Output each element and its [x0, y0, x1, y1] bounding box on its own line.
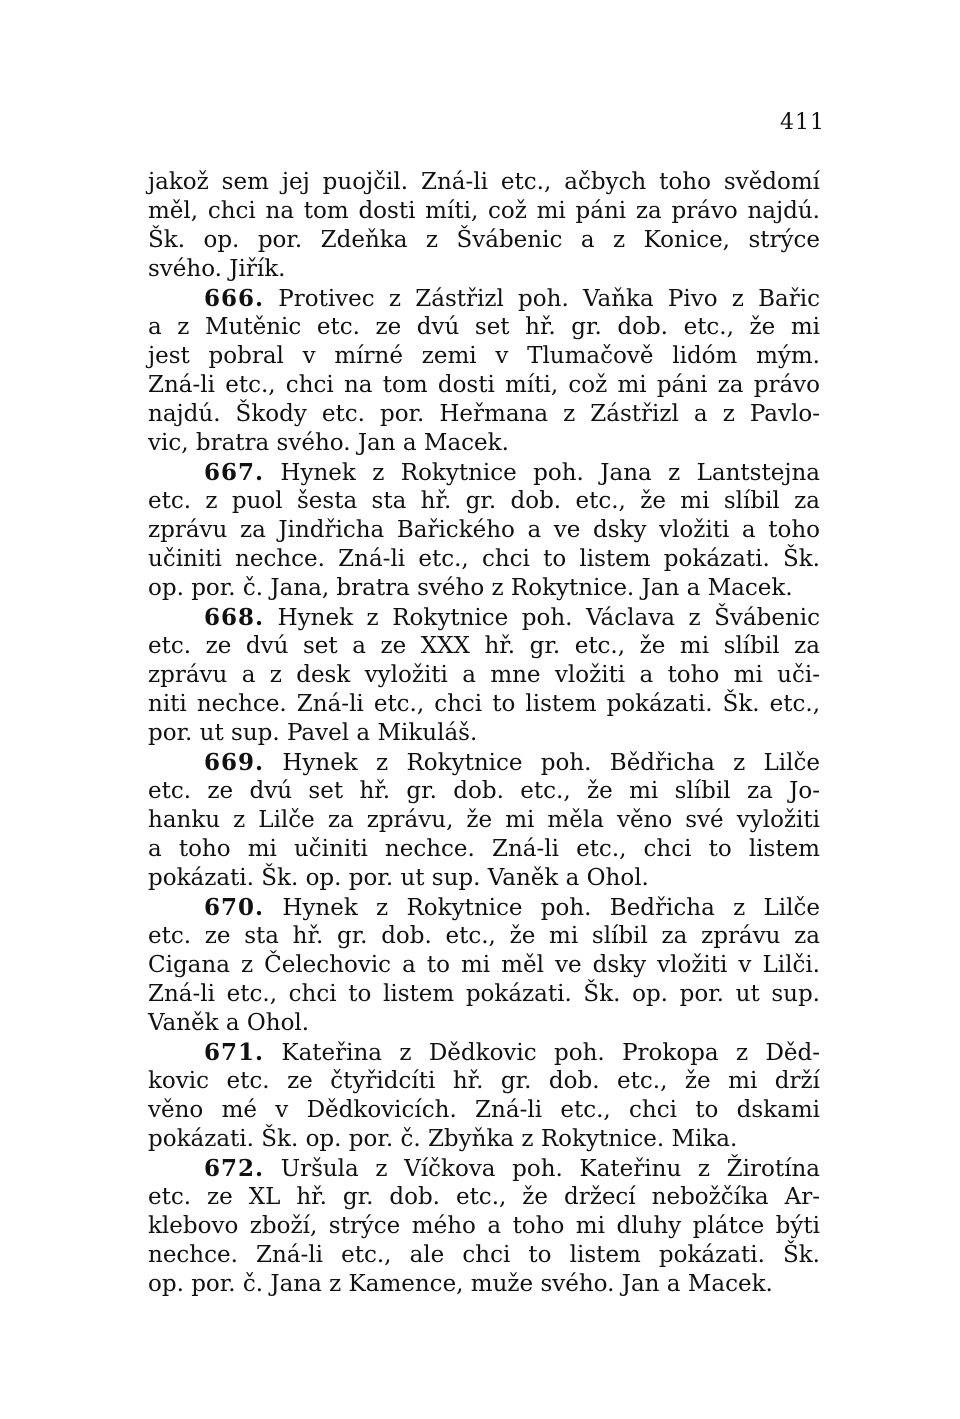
- text-line: zprávu za Jindřicha Bařického a ve dsky vložiti a toho: [148, 517, 820, 543]
- text-line: niti nechce. Zná-li etc., chci to listem pokázati. Šk. etc.,: [148, 691, 820, 717]
- entry-668-line: 668. Hynek z Rokytnice poh. Václava z Švábenic: [204, 604, 820, 631]
- entry-number: 669.: [204, 749, 265, 776]
- text-line: Cigana z Čelechovic a to mi měl ve dsky vložiti v Lilči.: [148, 952, 820, 978]
- text-line: jest pobral v mírné zemi v Tlumačově lidóm mým.: [148, 343, 820, 369]
- text-line: najdú. Škody etc. por. Heřmana z Zástřizl a z Pavlo-: [148, 401, 820, 427]
- text-line: kovic etc. ze čtyřidcíti hř. gr. dob. etc., že mi drží: [148, 1068, 820, 1094]
- entry-670-line: 670. Hynek z Rokytnice poh. Bedřicha z Lilče: [204, 894, 820, 921]
- entry-669-line: 669. Hynek z Rokytnice poh. Bědřicha z Lilče: [204, 749, 820, 776]
- entry-number: 672.: [204, 1155, 265, 1182]
- page-number: 411: [780, 110, 825, 135]
- entry-number: 667.: [204, 459, 265, 486]
- text-line: klebovo zboží, strýce mého a toho mi dluhy plátce býti: [148, 1213, 820, 1239]
- text-line: svého. Jiřík.: [148, 256, 286, 282]
- text-line: Vaněk a Ohol.: [148, 1010, 310, 1036]
- text-line: měl, chci na tom dosti míti, což mi páni za právo najdú.: [148, 198, 820, 224]
- entry-number: 670.: [204, 894, 265, 921]
- text-line: pokázati. Šk. op. por. č. Zbyňka z Rokytnice. Mika.: [148, 1126, 738, 1152]
- text-line: jakož sem jej puojčil. Zná-li etc., ačbych toho svědomí: [148, 169, 820, 195]
- text-line: zprávu a z desk vyložiti a mne vložiti a toho mi uči-: [148, 662, 820, 688]
- entry-666-line: 666. Protivec z Zástřizl poh. Vaňka Pivo z Bařic: [204, 285, 820, 312]
- text-line: a z Mutěnic etc. ze dvú set hř. gr. dob. etc., že mi: [148, 314, 820, 340]
- text-line: hanku z Lilče za zprávu, že mi měla věno své vyložiti: [148, 807, 820, 833]
- text-line: etc. ze dvú set a ze XXX hř. gr. etc., že mi slíbil za: [148, 633, 820, 659]
- entry-number: 668.: [204, 604, 265, 631]
- text-line: učiniti nechce. Zná-li etc., chci to listem pokázati. Šk.: [148, 546, 820, 572]
- text-line: Zná-li etc., chci na tom dosti míti, což mi páni za právo: [148, 372, 820, 398]
- text-line: op. por. č. Jana, bratra svého z Rokytnice. Jan a Macek.: [148, 575, 793, 601]
- entry-671-line: 671. Kateřina z Dědkovic poh. Prokopa z Děd-: [204, 1039, 820, 1066]
- text-line: nechce. Zná-li etc., ale chci to listem pokázati. Šk.: [148, 1242, 820, 1268]
- text-line: op. por. č. Jana z Kamence, muže svého. Jan a Macek.: [148, 1271, 773, 1297]
- entry-number: 671.: [204, 1039, 265, 1066]
- text-line: por. ut sup. Pavel a Mikuláš.: [148, 720, 478, 746]
- text-line: etc. ze sta hř. gr. dob. etc., že mi slíbil za zprávu za: [148, 923, 820, 949]
- text-line: Zná-li etc., chci to listem pokázati. Šk. op. por. ut sup.: [148, 981, 820, 1007]
- text-line: etc. z puol šesta sta hř. gr. dob. etc., že mi slíbil za: [148, 488, 820, 514]
- text-line: vic, bratra svého. Jan a Macek.: [148, 430, 509, 456]
- entry-672-line: 672. Uršula z Víčkova poh. Kateřinu z Žirotína: [204, 1155, 820, 1182]
- text-line: a toho mi učiniti nechce. Zná-li etc., chci to listem: [148, 836, 820, 862]
- text-line: etc. ze XL hř. gr. dob. etc., že držecí nebožčíka Ar-: [148, 1184, 820, 1210]
- text-line: pokázati. Šk. op. por. ut sup. Vaněk a Ohol.: [148, 865, 649, 891]
- text-block: [148, 168, 820, 1299]
- text-line: Šk. op. por. Zdeňka z Švábenic a z Konice, strýce: [148, 227, 820, 253]
- text-line: etc. ze dvú set hř. gr. dob. etc., že mi slíbil za Jo-: [148, 778, 820, 804]
- entry-number: 666.: [204, 285, 265, 312]
- entry-667-line: 667. Hynek z Rokytnice poh. Jana z Lantstejna: [204, 459, 820, 486]
- text-line: věno mé v Dědkovicích. Zná-li etc., chci to dskami: [148, 1097, 820, 1123]
